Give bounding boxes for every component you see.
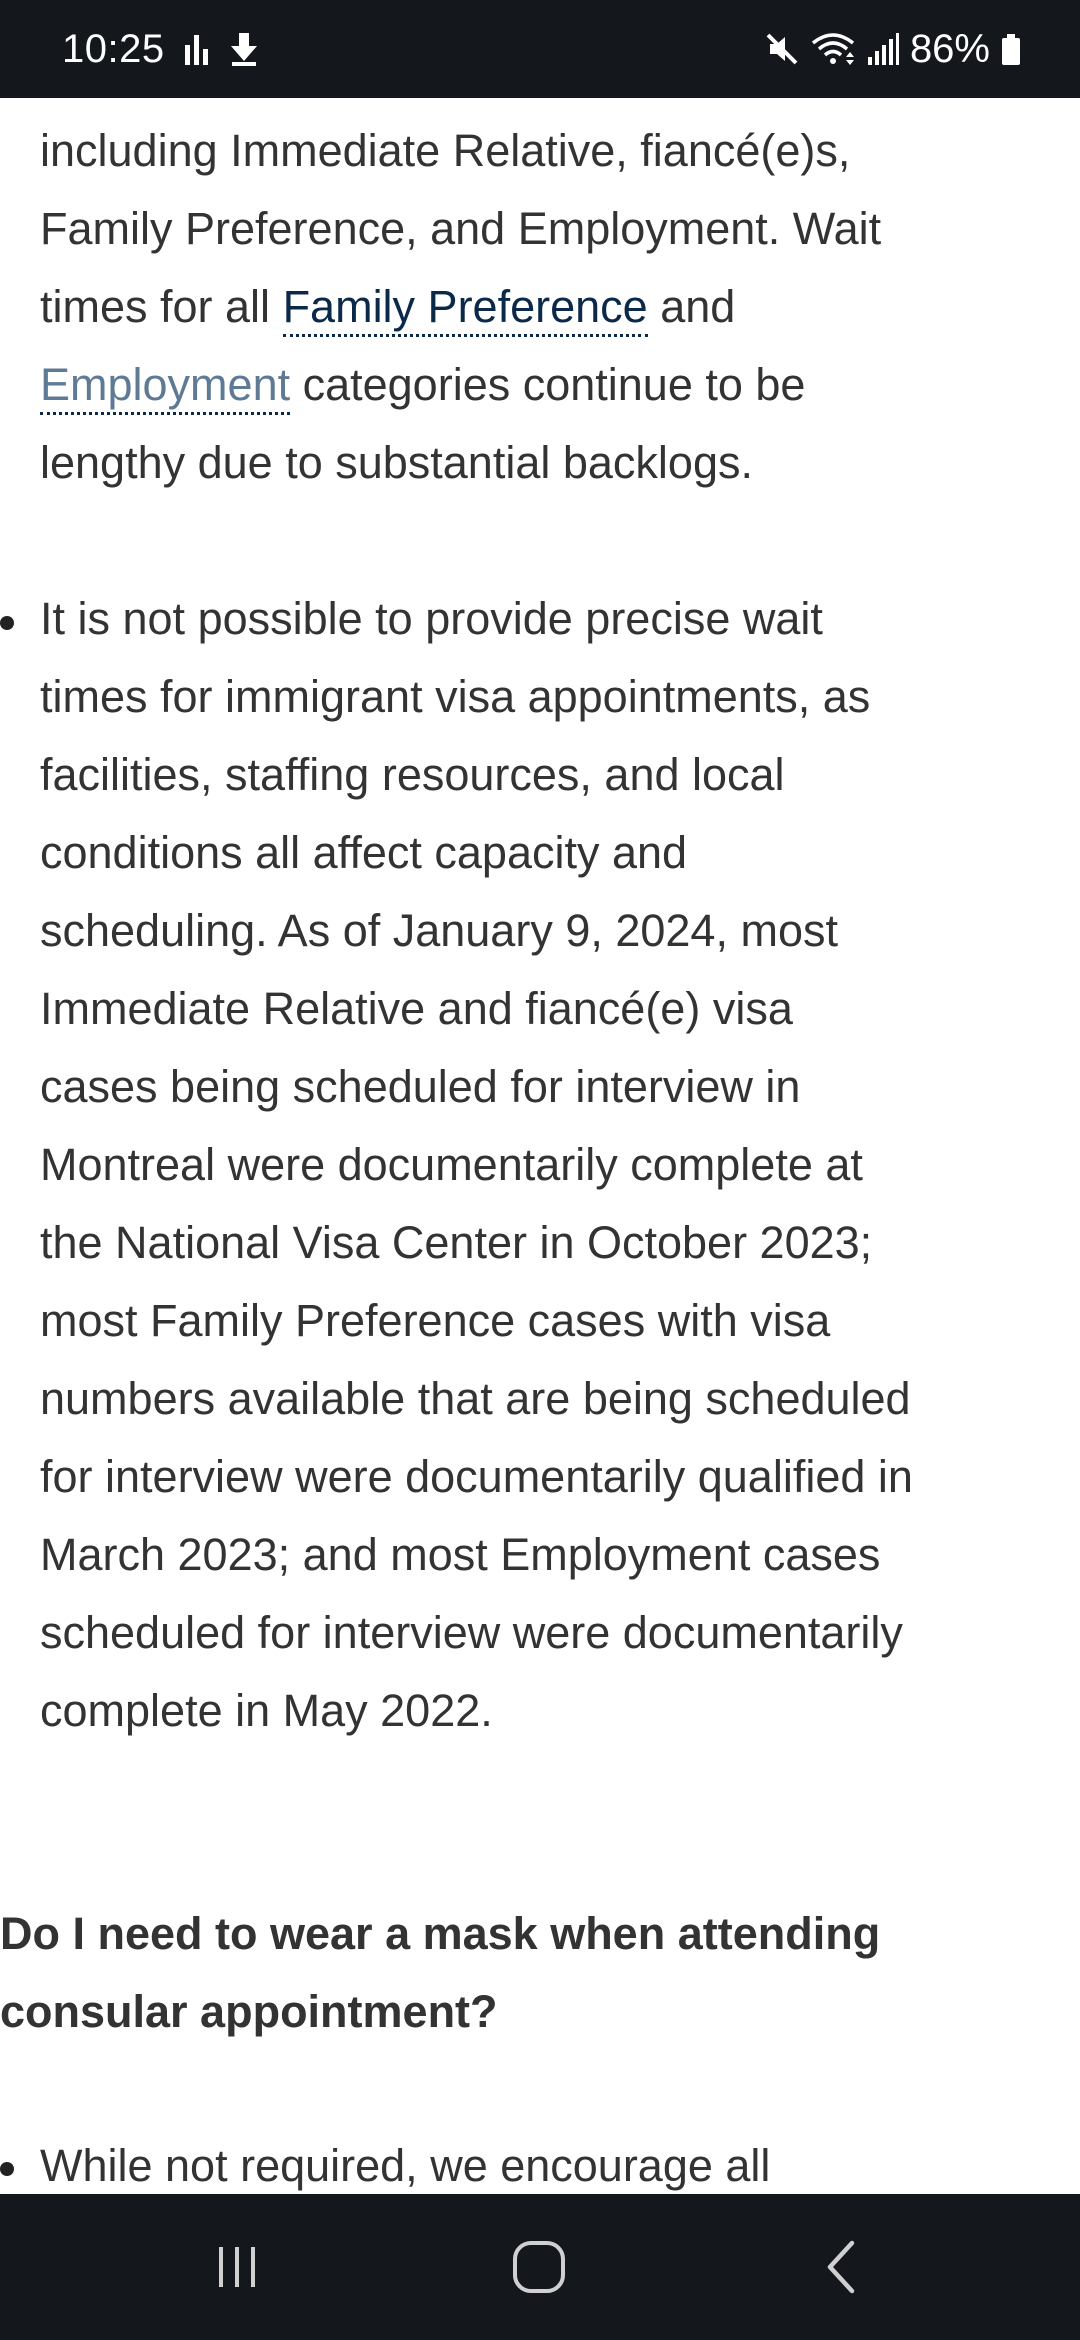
wifi-icon: [810, 31, 856, 67]
signal-bars-icon: [183, 31, 211, 67]
article-content: [0, 98, 1080, 2194]
text-segment: including Immediate Relative, fiancé(e)s, Family Preference, and Employment. Wait times for all: [40, 125, 882, 332]
cellular-signal-icon: [866, 31, 900, 67]
home-button[interactable]: [459, 2194, 619, 2340]
bullet-item-continued: [40, 112, 920, 502]
battery-icon: [1000, 31, 1022, 67]
recent-apps-icon: [207, 2237, 267, 2297]
status-time: 10:25: [62, 26, 165, 71]
navigation-bar: [0, 2194, 1080, 2340]
back-button[interactable]: [762, 2194, 922, 2340]
bullet-item: While not required, we encourage all: [40, 2140, 771, 2191]
faq-heading: Do I need to wear a mask when attending consular appointment?: [0, 1908, 881, 2037]
recent-apps-button[interactable]: [157, 2194, 317, 2340]
home-icon: [509, 2237, 569, 2297]
employment-link[interactable]: Employment: [40, 359, 290, 415]
download-icon: [229, 31, 259, 67]
bullet-item: It is not possible to provide precise wait times for immigrant visa appointments, as facilities, staffing resources, and local conditions all affect capacity and scheduling. As of January 9, 2024, most Immediate Relative and fiancé(e) visa cases being scheduled for interview in Montreal were documentarily complete at the National Visa Center in October 2023; most Family Preference cases with visa numbers available that are being scheduled for interview were documentarily qualified in March 2023; and most Employment cases scheduled for interview were documentarily complete in May 2022.: [40, 593, 913, 1736]
family-preference-link[interactable]: Family Preference: [283, 281, 648, 337]
mute-icon: [764, 31, 800, 67]
bullet-dot: [0, 2162, 14, 2176]
status-bar: [0, 0, 1080, 98]
battery-level: 86%: [909, 26, 990, 71]
text-segment: and: [647, 281, 736, 332]
back-icon: [812, 2237, 872, 2297]
text-segment: categories continue to be lengthy due to substantial backlogs.: [40, 359, 806, 488]
bullet-dot: [0, 616, 14, 630]
